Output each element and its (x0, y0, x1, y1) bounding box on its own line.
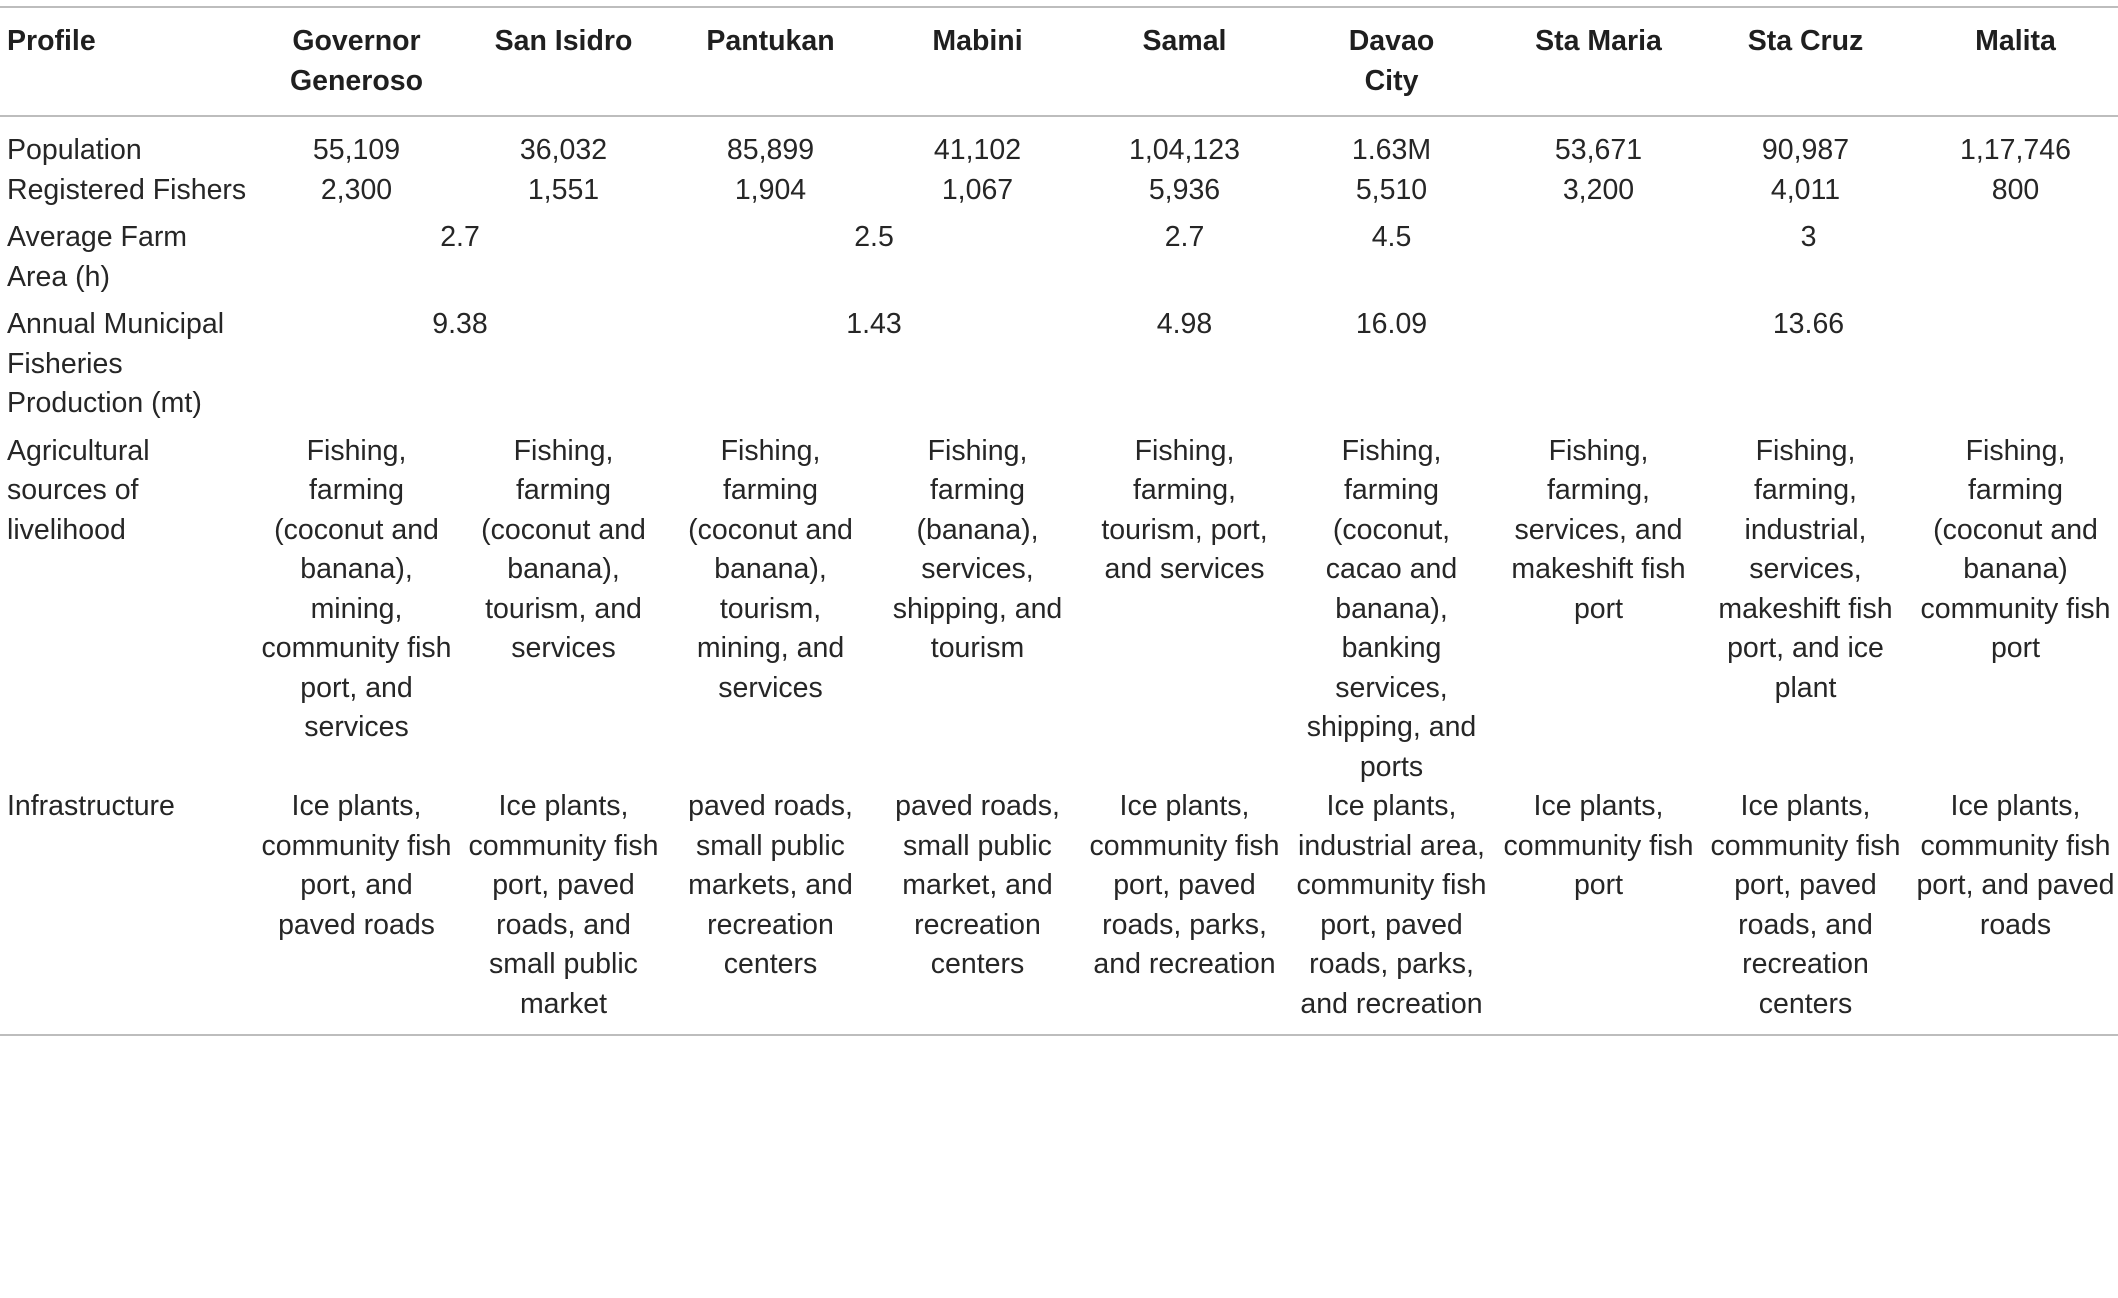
table-cell: paved roads, small public market, and recreation centers (895, 790, 1060, 980)
row-label-population: Population (7, 134, 142, 166)
table-row-registered-fishers (0, 171, 2118, 219)
column-header-sta-maria: Sta Maria (1535, 25, 1662, 57)
row-label-registered-fishers: Registered Fishers (7, 173, 247, 206)
table-cell: Ice plants, community fish port, and paved roads (1916, 790, 2115, 941)
table-cell: Ice plants, industrial area, community fish port, paved roads, parks, and recreation (1296, 790, 1487, 1020)
merged-cell: 2.7 (440, 221, 480, 253)
table-row-infrastructure (0, 787, 2118, 1035)
table-cell: 1.63M (1351, 134, 1432, 166)
merged-cell: 13.66 (1772, 308, 1845, 340)
table-cell: 85,899 (726, 134, 815, 166)
table-cell: Ice plants, community fish port, and paved roads (261, 790, 452, 941)
table-cell: Fishing, farming (coconut and banana), tourism, mining, and services (688, 434, 853, 704)
table-cell: 800 (1991, 173, 2040, 206)
table-cell: paved roads, small public markets, and recreation centers (688, 790, 853, 980)
column-header-malita: Malita (1975, 25, 2056, 57)
table-cell: Ice plants, community fish port, paved roads, parks, and recreation (1089, 790, 1280, 980)
column-header-mabini: Mabini (932, 25, 1023, 57)
table-cell: 1,551 (527, 173, 600, 206)
table-cell: 3,200 (1562, 173, 1635, 206)
table-cell: 41,102 (933, 134, 1022, 166)
column-header-davao-city: Davao City (1348, 25, 1435, 97)
merged-cell: 1.43 (846, 308, 902, 340)
row-label-livelihood: Agricultural sources of livelihood (7, 434, 150, 546)
table-row-fisheries-production (0, 305, 2118, 432)
merged-cell: 9.38 (432, 308, 488, 340)
row-label-fisheries-production: Annual Municipal Fisheries Production (mt) (7, 308, 225, 419)
row-label-average-farm-area: Average Farm Area (h) (7, 221, 188, 293)
table-cell: 16.09 (1355, 308, 1428, 340)
header-row (0, 7, 2118, 116)
merged-cell: 3 (1800, 221, 1817, 253)
table-cell: Ice plants, community fish port, paved roads, and recreation centers (1710, 790, 1901, 1020)
table-cell: Ice plants, community fish port (1503, 790, 1694, 901)
table-cell: 90,987 (1761, 134, 1850, 166)
table-cell: 5,510 (1355, 173, 1428, 206)
table-cell: 36,032 (519, 134, 608, 166)
table-cell: 1,17,746 (1960, 134, 2071, 166)
table-cell: 53,671 (1554, 134, 1643, 166)
column-header-pantukan: Pantukan (706, 25, 835, 57)
table-cell: 1,904 (734, 173, 807, 206)
profile-table (0, 6, 2118, 1036)
table-row-population (0, 116, 2118, 171)
table-cell: Ice plants, community fish port, paved roads, and small public market (468, 790, 659, 1020)
column-header-san-isidro: San Isidro (494, 25, 633, 57)
column-header-samal: Samal (1142, 25, 1227, 57)
table-container (0, 6, 2118, 1036)
table-cell: Fishing, farming (coconut and banana), tourism, and services (481, 434, 646, 664)
merged-cell: 2.5 (854, 221, 894, 253)
table-row-livelihood (0, 432, 2118, 788)
row-label-infrastructure: Infrastructure (7, 790, 175, 822)
column-header-profile: Profile (7, 25, 96, 57)
table-cell: 5,936 (1148, 173, 1221, 206)
table-cell: 4,011 (1770, 173, 1841, 206)
table-cell: 4.98 (1156, 308, 1213, 340)
table-cell: Fishing, farming (coconut and banana) community fish port (1920, 434, 2111, 664)
column-header-governor-generoso: Governor Generoso (289, 25, 424, 97)
column-header-sta-cruz: Sta Cruz (1747, 25, 1864, 57)
table-cell: Fishing, farming, services, and makeshift fish port (1511, 434, 1686, 625)
table-cell: Fishing, farming, tourism, port, and services (1101, 434, 1268, 585)
table-cell: Fishing, farming (coconut and banana), mining, community fish port, and services (261, 434, 452, 743)
table-cell: Fishing, farming, industrial, services, makeshift fish port, and ice plant (1718, 434, 1893, 704)
table-cell: Fishing, farming (coconut, cacao and banana), banking services, shipping, and ports (1306, 434, 1477, 783)
table-cell: 55,109 (312, 134, 401, 166)
table-cell: 4.5 (1371, 221, 1412, 253)
table-cell: 2,300 (320, 173, 393, 206)
table-cell: Fishing, farming (banana), services, shipping, and tourism (892, 434, 1063, 664)
table-row-average-farm-area (0, 218, 2118, 305)
table-cell: 1,04,123 (1129, 134, 1240, 166)
table-cell: 1,067 (941, 173, 1014, 206)
table-cell: 2.7 (1164, 221, 1205, 253)
